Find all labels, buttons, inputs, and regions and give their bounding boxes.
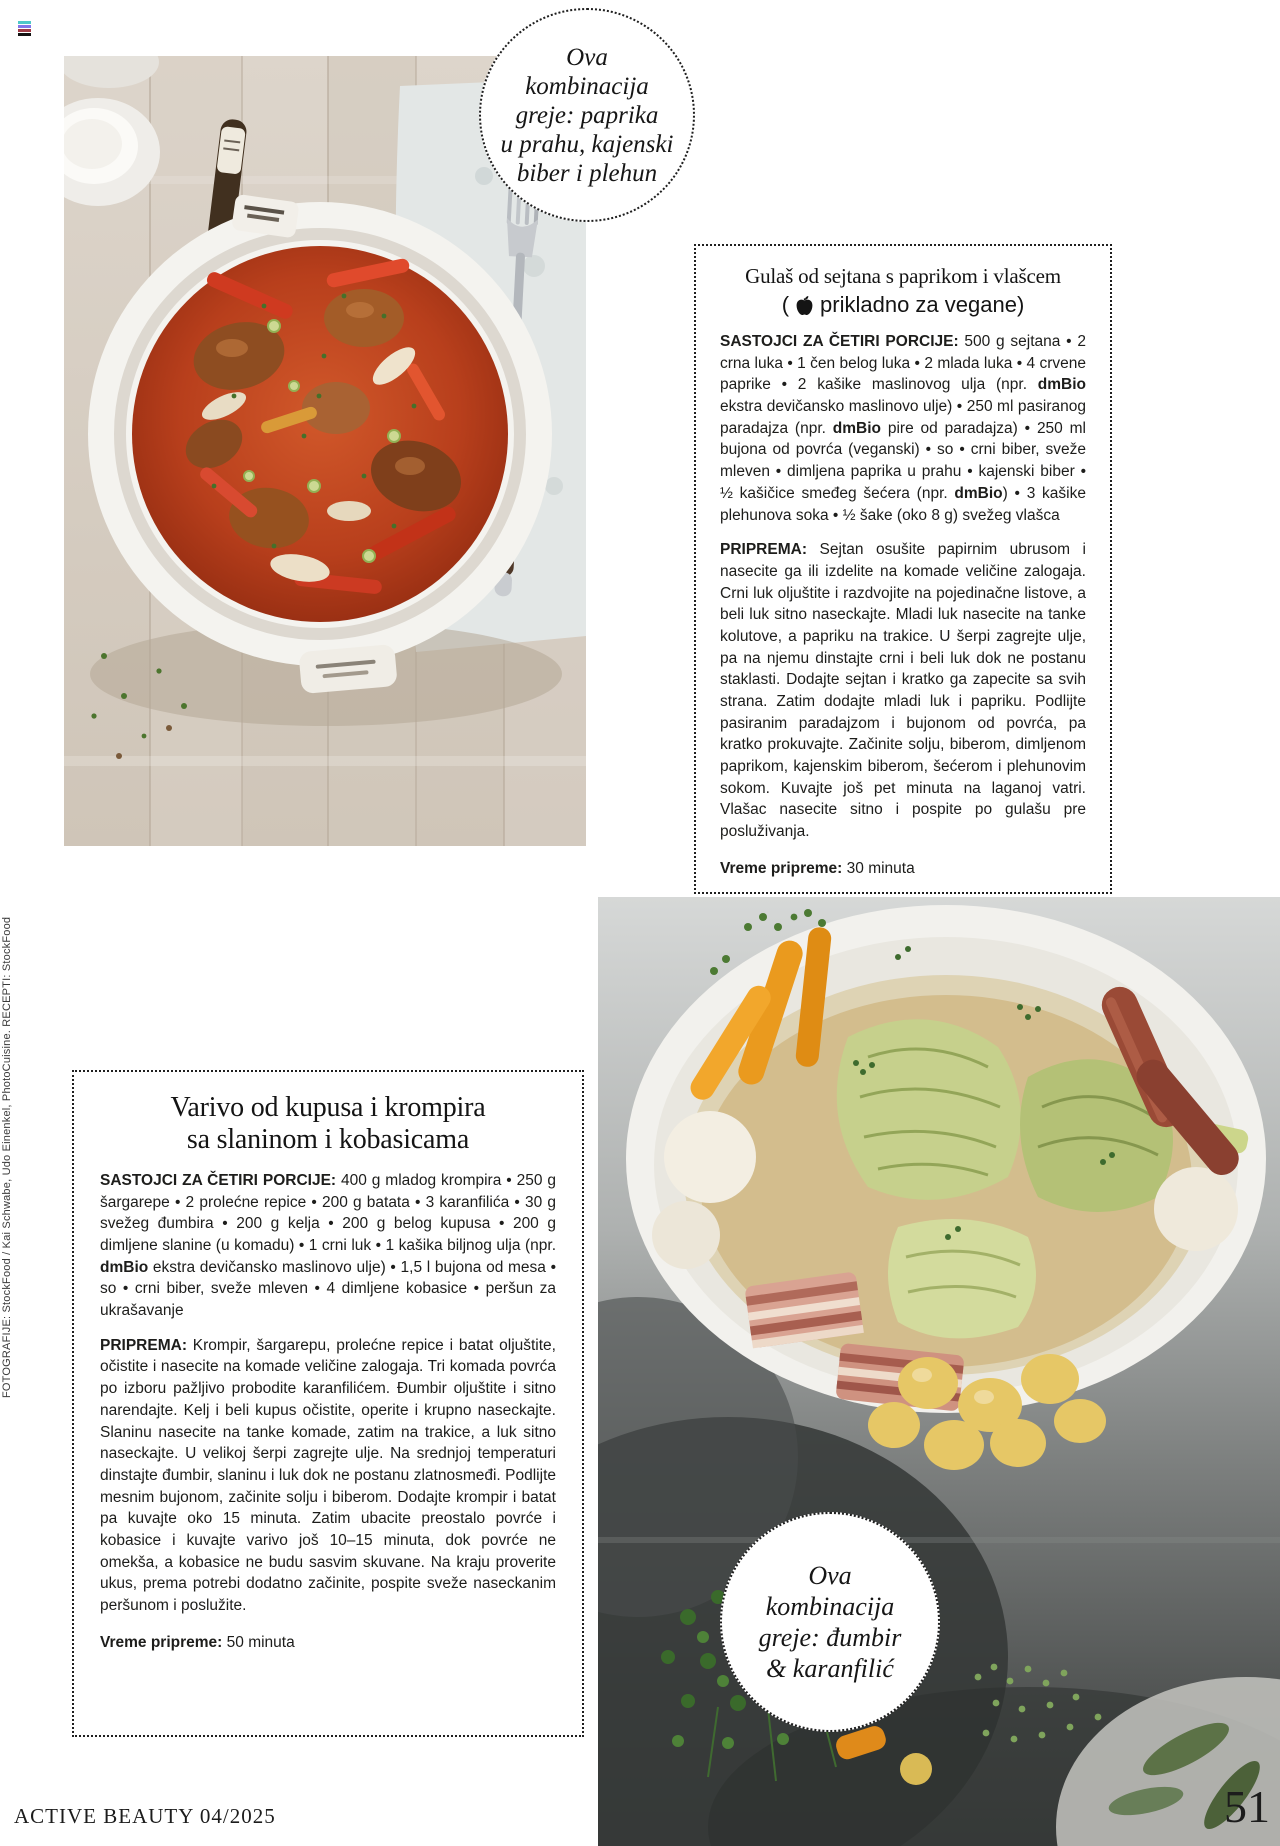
- reg-bar: [18, 25, 31, 28]
- subtitle-text: prikladno za vegane): [820, 292, 1025, 317]
- cabbage-stew-photo: [598, 897, 1280, 1846]
- preparation-paragraph: PRIPREMA: Krompir, šargarepu, prolećne repice i batat oljuštite, očistite i nasecite na komade veličine zalogaja. Tri komada povrća po izboru pažljivo probodite karanfilićem. Đumbir oljuštite i sitno narendajte. Kelj i beli kupus očistite, operite i krupno naseckajte. Slaninu nasecite na tanke komade, zatim na trakice, a luk sitno naseckajte. U velikoj šerpi zagrejte ulje. Na srednjoj temperaturi dinstajte đumbir, slaninu i luk dok ne postanu zlatnosmeđi. Podlijte mesnim bujonom, začinite solju i biberom. Dodajte krompir i batat pa kuvajte oko 15 minuta. Zatim ubacite preostalo povrće i kobasice i kuvajte varivo još 10–15 minuta, dok povrće ne omekša, a kobasice ne budu sasvim skuvane. Na kraju proverite ukus, prema potrebi dodatno začinite, pospite sveže naseckanim peršunom i poslužite.: [100, 1336, 556, 1614]
- bottom-combo-badge: [720, 1512, 940, 1732]
- reg-bar: [18, 29, 31, 32]
- page-number: 51: [1224, 1781, 1270, 1832]
- photo-credit: FOTOGRAFIJE: StockFood / Kai Schwabe, Udo Einenkel, PhotoCuisine. RECEPTI: StockFood: [1, 916, 13, 1398]
- badge-text-line: u prahu, kajenski: [500, 130, 674, 158]
- recipe-card-varivo: [72, 1070, 584, 1737]
- badge-text-line: greje: paprika: [515, 101, 659, 129]
- badge-text-line: kombinacija: [765, 1592, 895, 1621]
- badge-text-line: greje: đumbir: [758, 1623, 902, 1652]
- top-combo-badge: [479, 8, 695, 222]
- magazine-issue-footer: ACTIVE BEAUTY 04/2025: [14, 1804, 276, 1828]
- subtitle-open-paren: (: [781, 292, 790, 317]
- ingredients-paragraph: SASTOJCI ZA ČETIRI PORCIJE: 500 g sejtana • 2 crna luka • 1 čen belog luka • 2 mlada luka • 4 crvene paprike • 2 kašike maslinovog ulja (npr. dmBio ekstra devičansko maslinovo ulje) • 250 ml pasiranog paradajza (npr. dmBio pire od paradajza) • 250 ml bujona od povrća (veganski) • so • crni biber, sveže mleven • dimljena paprika u prahu • kajenski biber • ½ kašičice smeđeg šećera (npr. dmBio) • 3 kašike plehunova soka • ½ šake (oko 8 g) svežeg vlašca: [720, 333, 1086, 524]
- recipe-title-goulash: Gulaš od sejtana s paprikom i vlašcem: [745, 264, 1061, 288]
- prep-time: Vreme pripreme: 30 minuta: [720, 859, 915, 877]
- badge-text-line: kombinacija: [525, 72, 649, 100]
- badge-text-line: & karanfilić: [766, 1654, 894, 1683]
- title-line: Varivo od kupusa i krompira: [170, 1092, 486, 1123]
- reg-bar: [18, 33, 31, 36]
- badge-text-line: Ova: [808, 1561, 852, 1590]
- recipe-card-goulash: [694, 244, 1112, 894]
- cabbage-stew-illustration: [598, 897, 1280, 1846]
- ingredients-paragraph: SASTOJCI ZA ČETIRI PORCIJE: 400 g mladog krompira • 250 g šargarepe • 2 prolećne repice • 200 g batata • 3 karanfilića • 30 g svežeg đumbira • 200 g kelja • 200 g belog kupusa • 200 g dimljene slanine (u komadu) • 1 crni luk • 1 kašika biljnog ulja (npr. dmBio ekstra devičansko maslinovo ulje) • 1,5 l bujona od mesa • so • crni biber, sveže mleven • 4 dimljene kobasice • peršun za ukrašavanje: [100, 1171, 556, 1320]
- recipe-title-varivo: [100, 1092, 556, 1157]
- badge-text-line: biber i plehun: [516, 159, 658, 187]
- reg-bar: [18, 21, 31, 24]
- color-registration-icon: [18, 21, 31, 37]
- prep-time: Vreme pripreme: 50 minuta: [100, 1633, 295, 1651]
- preparation-paragraph: PRIPREMA: Sejtan osušite papirnim ubrusom i nasecite ga ili izdelite na komade veličine zalogaja. Crni luk oljuštite i razdvojite na pojedinačne listove, a beli luk sitno naseckajte. Mladi luk nasecite na tanke kolutove, a papriku na trakice. U šerpi zagrejte ulje, pa na njemu dinstajte crni i beli luk dok ne postanu staklasti. Dodajte sejtan i kratko ga zapecite sa svih strana. Zatim dodajte mladi luk i papriku. Podlijte pasiranim paradajzom i bujonom od povrća, pa kratko prokuvajte. Začinite solju, biberom, dimljenom paprikom, kajenskim biberom, šećerom i plehunovim sokom. Kuvajte još pet minuta na laganoj vatri. Vlašac nasecite sitno i pospite po gulašu pre posluživanja.: [720, 541, 1086, 841]
- apple-icon: [795, 295, 814, 316]
- badge-text-line: Ova: [566, 43, 608, 71]
- title-line: sa slaninom i kobasicama: [186, 1124, 470, 1156]
- recipe-subtitle-vegan: [720, 292, 1086, 318]
